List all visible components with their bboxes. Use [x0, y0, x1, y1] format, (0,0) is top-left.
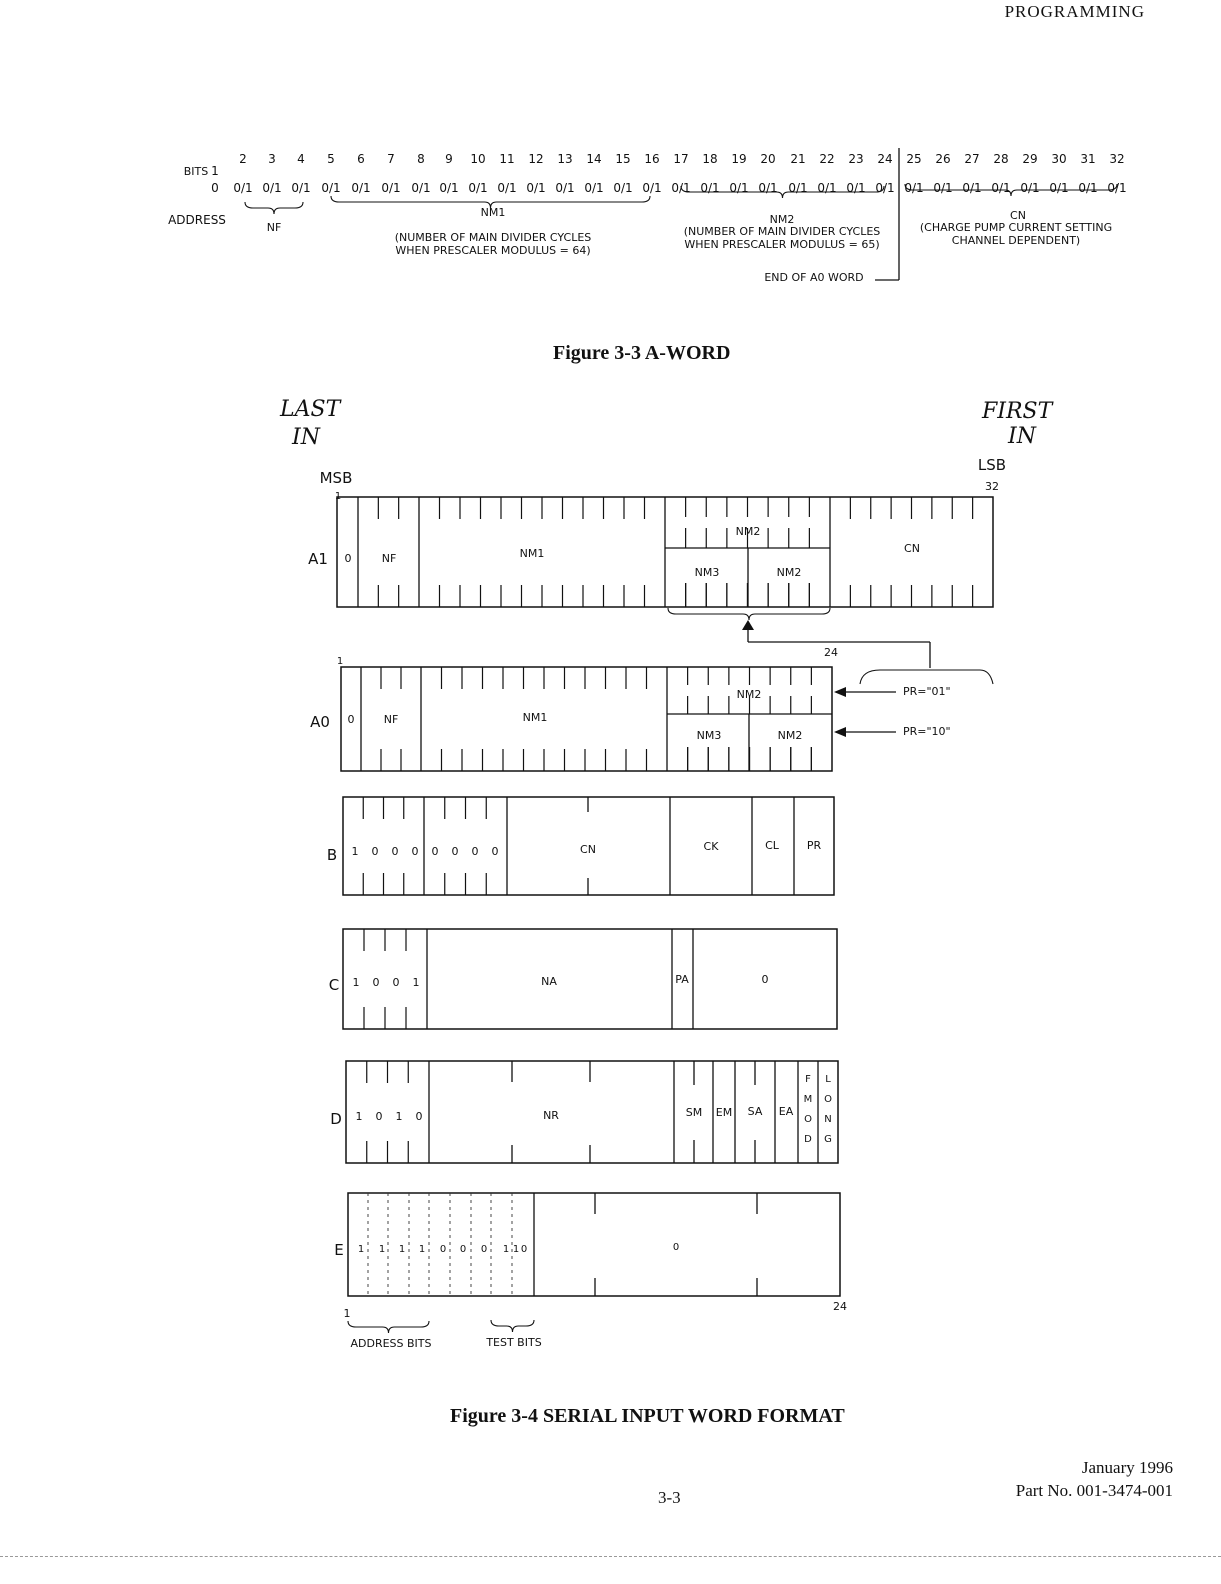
bit-number-8: 8: [417, 152, 425, 166]
bit-number-27: 27: [964, 152, 980, 166]
b-address-bit: 0: [371, 845, 379, 858]
bit-value-22: 0/1: [817, 181, 837, 195]
a1-cell: NM2: [776, 566, 802, 579]
bit-value-15: 0/1: [613, 181, 633, 195]
b-cell: PR: [806, 839, 822, 852]
a0-cell: NF: [383, 713, 399, 726]
bit-number-23: 23: [848, 152, 864, 166]
bit-value-30: 0/1: [1049, 181, 1069, 195]
bit-value-11: 0/1: [497, 181, 517, 195]
a1-cell: NM3: [694, 566, 720, 579]
bit-value-5: 0/1: [321, 181, 341, 195]
e-bit: 1: [502, 1244, 510, 1255]
pr01-arrow-head: [834, 687, 846, 697]
d-long-letter: N: [824, 1114, 832, 1125]
connector-arrow: [742, 620, 754, 630]
d-cell: EA: [778, 1105, 794, 1118]
nm2-label: NM2: [769, 213, 795, 226]
address-label: ADDRESS: [168, 213, 226, 227]
a0-bit-start: 1: [336, 656, 344, 667]
bit-value-32: 0/1: [1107, 181, 1127, 195]
figure-3-3-diagram: [0, 0, 1221, 330]
bit-value-8: 0/1: [411, 181, 431, 195]
pr10-label: PR="10": [903, 725, 951, 738]
a1-bit-end: 32: [985, 480, 999, 493]
e-bit-end: 24: [833, 1300, 847, 1313]
b-bit: 0: [491, 845, 499, 858]
bit-number-32: 32: [1109, 152, 1125, 166]
bit-number-4: 4: [297, 152, 305, 166]
test-bits-label: TEST BITS: [486, 1336, 542, 1349]
bit-value-29: 0/1: [1020, 181, 1040, 195]
e-bit-start: 1: [343, 1307, 351, 1320]
a1-cell: NM1: [519, 547, 545, 560]
bit-number-3: 3: [268, 152, 276, 166]
handwritten-first-in: IN: [1008, 424, 1036, 449]
bit-number-6: 6: [357, 152, 365, 166]
bit-number-9: 9: [445, 152, 453, 166]
nf-label: NF: [266, 221, 282, 234]
bit-value-23: 0/1: [846, 181, 866, 195]
a1-cell: 0: [344, 552, 352, 565]
bit-value-1: 0: [211, 181, 219, 195]
bit-value-10: 0/1: [468, 181, 488, 195]
page-number: 3-3: [658, 1488, 681, 1507]
bit-number-22: 22: [819, 152, 835, 166]
a0-pr-brace: [860, 670, 993, 684]
lsb-label: LSB: [977, 456, 1007, 474]
b-address-bit: 0: [391, 845, 399, 858]
a0-word-box: [341, 667, 832, 771]
a1-cell: CN: [904, 542, 920, 555]
a0-bit-end: 24: [824, 646, 838, 659]
a0-cell: NM2: [736, 688, 762, 701]
nm1-description: WHEN PRESCALER MODULUS = 64): [395, 244, 591, 257]
bit-value-7: 0/1: [381, 181, 401, 195]
b-address-bit: 0: [411, 845, 419, 858]
c-address-bit: 0: [392, 976, 400, 989]
c-cell: NA: [541, 975, 557, 988]
handwritten-last-in: LAST: [280, 397, 341, 422]
a0-row-label: A0: [310, 713, 330, 731]
bit-value-9: 0/1: [439, 181, 459, 195]
nm1-description: (NUMBER OF MAIN DIVIDER CYCLES: [394, 231, 592, 244]
b-row-label: B: [326, 846, 338, 864]
bit-number-12: 12: [528, 152, 544, 166]
b-bit: 0: [431, 845, 439, 858]
bit-value-25: 0/1: [904, 181, 924, 195]
bottom-rule: [0, 1556, 1221, 1557]
bit-number-11: 11: [499, 152, 515, 166]
a0-cell: NM1: [522, 711, 548, 724]
bit-number-30: 30: [1051, 152, 1067, 166]
cn-description: CHANNEL DEPENDENT): [951, 234, 1081, 247]
nm1-label: NM1: [480, 206, 506, 219]
bit-number-16: 16: [644, 152, 660, 166]
nm2-description: WHEN PRESCALER MODULUS = 65): [684, 238, 880, 251]
d-fmod-letter: M: [803, 1094, 813, 1105]
e-bit: 0: [480, 1244, 488, 1255]
end-of-a0-word-label: END OF A0 WORD: [764, 271, 864, 284]
d-cell: EM: [715, 1106, 733, 1119]
e-bit: 1: [357, 1244, 365, 1255]
a1-row-label: A1: [308, 550, 328, 568]
d-address-bit: 1: [395, 1110, 403, 1123]
e-cell: 0: [672, 1242, 680, 1253]
b-cell: CK: [703, 840, 719, 853]
nm2-description: (NUMBER OF MAIN DIVIDER CYCLES: [683, 225, 881, 238]
e-bit: 0: [459, 1244, 467, 1255]
handwritten-first-in: FIRST: [982, 399, 1053, 424]
c-cell: 0: [761, 973, 769, 986]
bits-label: BITS: [183, 165, 209, 178]
e-bit: 1: [378, 1244, 386, 1255]
d-row-label: D: [330, 1110, 342, 1128]
d-long-letter: L: [825, 1074, 831, 1085]
bit-number-28: 28: [993, 152, 1009, 166]
b-bit: 0: [471, 845, 479, 858]
bit-value-20: 0/1: [758, 181, 778, 195]
bit-value-6: 0/1: [351, 181, 371, 195]
c-row-label: C: [328, 976, 340, 994]
a1-nm-brace: [668, 608, 830, 620]
d-cell: SM: [685, 1106, 703, 1119]
bit-value-16: 0/1: [642, 181, 662, 195]
bit-value-24: 0/1: [875, 181, 895, 195]
bit-number-21: 21: [790, 152, 806, 166]
a1-cell: NM2: [735, 525, 761, 538]
e-bit: 0: [520, 1244, 528, 1255]
d-fmod-letter: D: [804, 1134, 812, 1145]
d-cell: SA: [747, 1105, 763, 1118]
bit-number-15: 15: [615, 152, 631, 166]
pr01-label: PR="01": [903, 685, 951, 698]
nf-brace: [245, 202, 303, 214]
bit-value-27: 0/1: [962, 181, 982, 195]
bit-value-21: 0/1: [788, 181, 808, 195]
address-bits-brace: [348, 1321, 429, 1333]
bit-value-4: 0/1: [291, 181, 311, 195]
bit-number-1: 1: [211, 164, 219, 178]
b-bit: 0: [451, 845, 459, 858]
bit-value-12: 0/1: [526, 181, 546, 195]
bit-value-28: 0/1: [991, 181, 1011, 195]
a0-cell: NM3: [696, 729, 722, 742]
figure-3-3-caption: Figure 3-3 A-WORD: [553, 342, 731, 364]
footer-part-number: Part No. 001-3474-001: [1015, 1481, 1173, 1500]
bit-number-18: 18: [702, 152, 718, 166]
bit-number-7: 7: [387, 152, 395, 166]
d-fmod-letter: O: [804, 1114, 812, 1125]
bit-number-29: 29: [1022, 152, 1038, 166]
bit-value-13: 0/1: [555, 181, 575, 195]
bit-number-14: 14: [586, 152, 602, 166]
b-cell: CN: [580, 843, 596, 856]
a1-cell: NF: [381, 552, 397, 565]
bit-number-5: 5: [327, 152, 335, 166]
e-bit: 0: [439, 1244, 447, 1255]
pr10-arrow-head: [834, 727, 846, 737]
b-address-bit: 1: [351, 845, 359, 858]
msb-label: MSB: [319, 469, 353, 487]
d-fmod-letter: F: [805, 1074, 811, 1085]
bit-value-17: 0/1: [671, 181, 691, 195]
footer-date: January 1996: [1081, 1458, 1173, 1477]
e-bit: 1: [398, 1244, 406, 1255]
bit-value-18: 0/1: [700, 181, 720, 195]
d-address-bit: 0: [375, 1110, 383, 1123]
bit-value-3: 0/1: [262, 181, 282, 195]
e-row-label: E: [334, 1241, 344, 1259]
cn-description: (CHARGE PUMP CURRENT SETTING: [919, 221, 1113, 234]
bit-number-25: 25: [906, 152, 922, 166]
bit-value-26: 0/1: [933, 181, 953, 195]
a1-bit-start: 1: [334, 491, 342, 502]
bit-number-31: 31: [1080, 152, 1096, 166]
c-address-bit: 1: [412, 976, 420, 989]
handwritten-last-in: IN: [292, 425, 320, 450]
address-bits-label: ADDRESS BITS: [350, 1337, 432, 1350]
bit-number-2: 2: [239, 152, 247, 166]
bit-number-20: 20: [760, 152, 776, 166]
a0-cell: 0: [347, 713, 355, 726]
test-bits-brace: [491, 1320, 534, 1332]
c-address-bit: 1: [352, 976, 360, 989]
bit-number-13: 13: [557, 152, 573, 166]
d-long-letter: G: [824, 1134, 832, 1145]
section-header: PROGRAMMING: [1004, 2, 1145, 21]
bit-number-17: 17: [673, 152, 689, 166]
bit-number-10: 10: [470, 152, 486, 166]
figure-3-4-caption: Figure 3-4 SERIAL INPUT WORD FORMAT: [450, 1405, 845, 1427]
e-bit: 1: [512, 1244, 520, 1255]
d-address-bit: 0: [415, 1110, 423, 1123]
b-cell: CL: [765, 839, 779, 852]
bit-value-14: 0/1: [584, 181, 604, 195]
d-long-letter: O: [824, 1094, 832, 1105]
bit-value-2: 0/1: [233, 181, 253, 195]
bit-value-31: 0/1: [1078, 181, 1098, 195]
d-cell: NR: [543, 1109, 559, 1122]
d-address-bit: 1: [355, 1110, 363, 1123]
cn-label: CN: [1010, 209, 1026, 222]
c-cell: PA: [675, 973, 689, 986]
bit-number-24: 24: [877, 152, 893, 166]
c-address-bit: 0: [372, 976, 380, 989]
bit-number-19: 19: [731, 152, 747, 166]
figure-3-4-diagram: [0, 380, 1221, 1380]
a0-cell: NM2: [777, 729, 803, 742]
bit-number-26: 26: [935, 152, 951, 166]
e-bit: 1: [418, 1244, 426, 1255]
bit-value-19: 0/1: [729, 181, 749, 195]
